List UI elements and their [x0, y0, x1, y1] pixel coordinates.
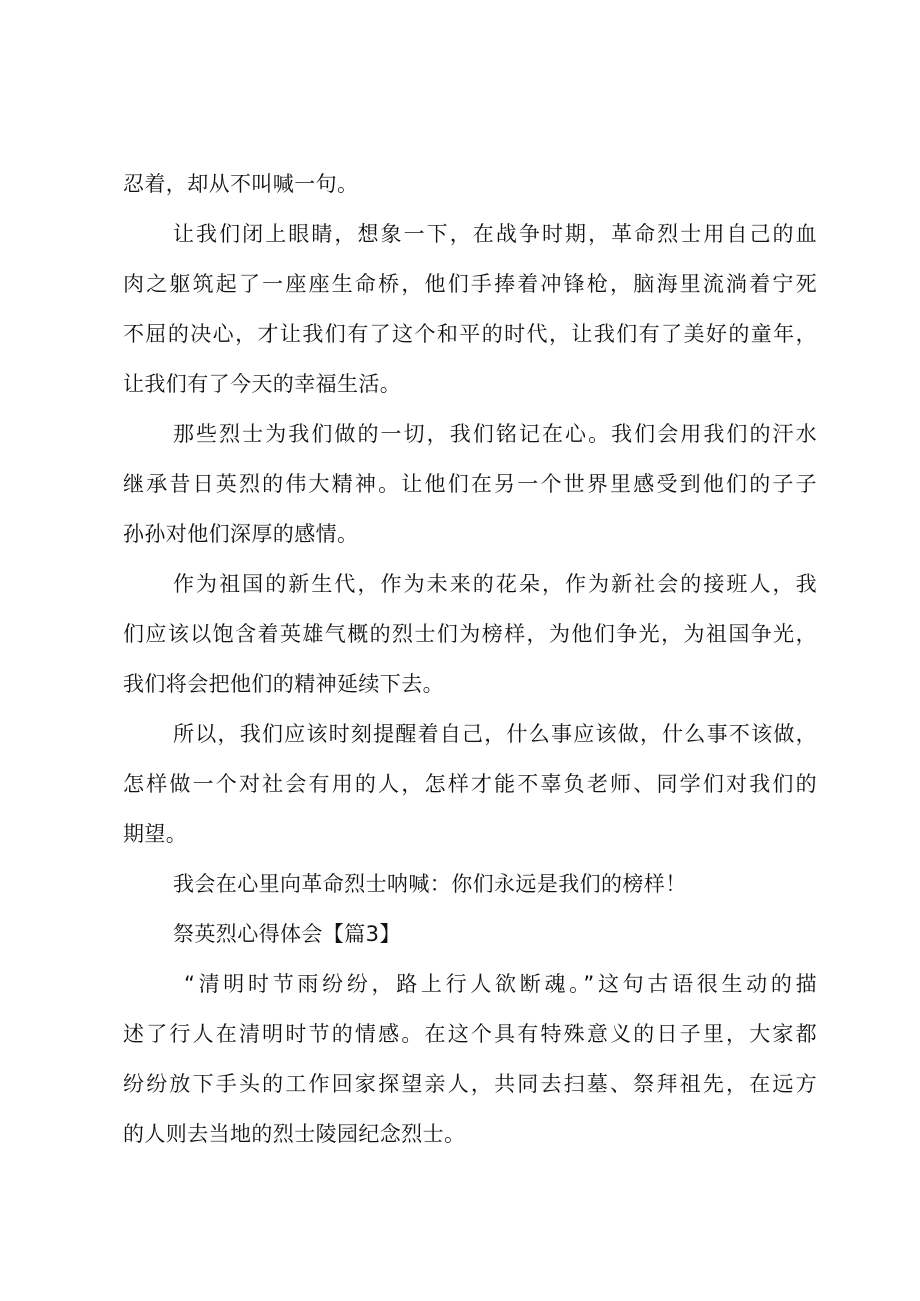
text-line: “清明时节雨纷纷，路上行人欲断魂。”这句古语很生动的描: [184, 972, 817, 996]
text-line: 不屈的决心，才让我们有了这个和平的时代，让我们有了美好的童年，: [123, 322, 817, 346]
text-line: 纷纷放下手头的工作回家探望亲人，共同去扫墓、祭拜祖先，在远方: [123, 1072, 817, 1096]
text-line: 让我们闭上眼睛，想象一下，在战争时期，革命烈士用自己的血: [173, 222, 817, 246]
text-line: 那些烈士为我们做的一切，我们铭记在心。我们会用我们的汗水: [173, 422, 817, 446]
section-heading: 祭英烈心得体会【篇3】: [173, 922, 401, 946]
text-line: 怎样做一个对社会有用的人，怎样才能不辜负老师、同学们对我们的: [123, 772, 817, 796]
text-line: 肉之躯筑起了一座座生命桥，他们手捧着冲锋枪，脑海里流淌着宁死: [123, 272, 817, 296]
text-line: 孙孙对他们深厚的感情。: [123, 522, 359, 546]
text-line: 们应该以饱含着英雄气概的烈士们为榜样，为他们争光，为祖国争光，: [123, 622, 817, 646]
text-line: 所以，我们应该时刻提醒着自己，什么事应该做，什么事不该做，: [173, 722, 817, 746]
text-line: 让我们有了今天的幸福生活。: [123, 372, 402, 396]
text-line: 期望。: [123, 822, 188, 846]
text-line: 作为祖国的新生代，作为未来的花朵，作为新社会的接班人，我: [173, 572, 817, 596]
text-line: 的人则去当地的烈士陵园纪念烈士。: [123, 1122, 466, 1146]
text-line: 继承昔日英烈的伟大精神。让他们在另一个世界里感受到他们的子子: [123, 472, 817, 496]
text-line: 我会在心里向革命烈士呐喊：你们永远是我们的榜样！: [173, 872, 687, 896]
text-line: 忍着，却从不叫喊一句。: [123, 172, 359, 196]
text-line: 我们将会把他们的精神延续下去。: [123, 672, 444, 696]
text-line: 述了行人在清明时节的情感。在这个具有特殊意义的日子里，大家都: [123, 1022, 817, 1046]
